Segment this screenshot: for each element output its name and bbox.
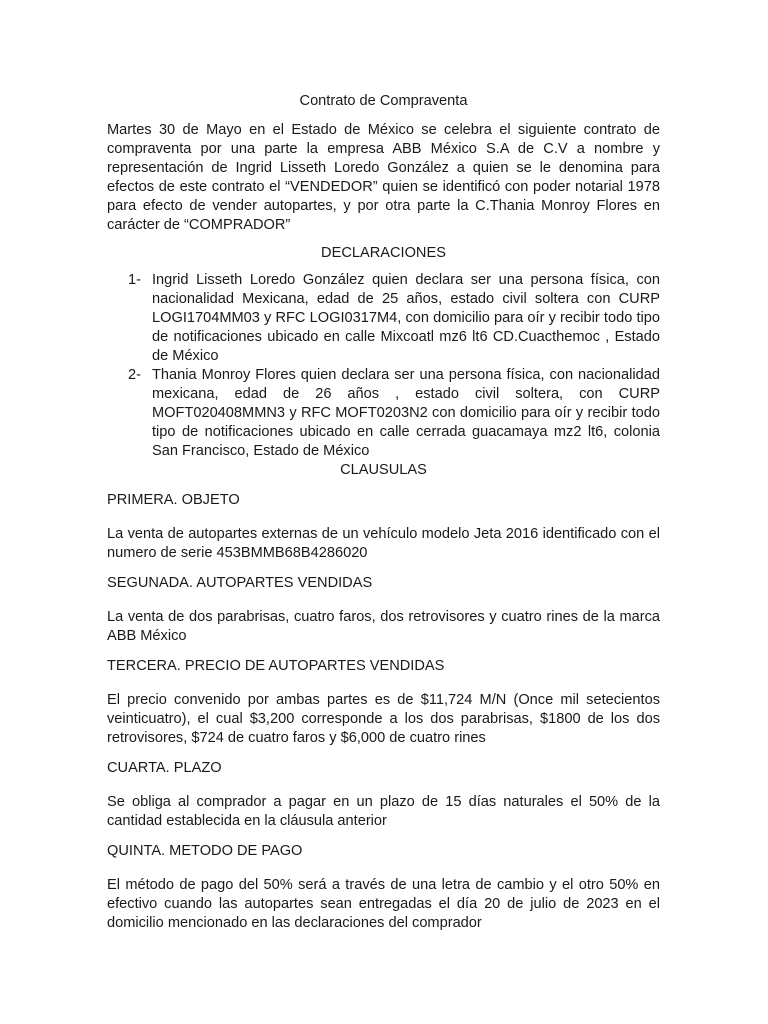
clausula-body: El método de pago del 50% será a través de una letra de cambio y el otro 50% en efectivo cuando las autopartes sean entregadas el día 20 de julio de 2023 en el domicilio mencionado en las declaraciones del comprador [107,877,660,931]
declaracion-number: 2- [128,367,141,383]
declaracion-item [107,366,660,461]
declaracion-item [107,271,660,366]
clausula-heading: PRIMERA. OBJETO [107,492,240,508]
clausula-tercera [107,657,660,748]
contract-body [107,92,660,944]
document-title: Contrato de Compraventa [299,93,468,109]
clausula-body: Se obliga al comprador a pagar en un plazo de 15 días naturales el 50% de la cantidad establecida en la cláusula anterior [107,794,660,829]
clausula-body: La venta de autopartes externas de un vehículo modelo Jeta 2016 identificado con el numero de serie 453BMMB68B4286020 [107,526,660,561]
clausula-heading: SEGUNADA. AUTOPARTES VENDIDAS [107,575,373,591]
declaracion-text: Ingrid Lisseth Loredo González quien declara ser una persona física, con nacionalidad Mexicana, edad de 25 años, estado civil soltera con CURP LOGI1704MM03 y RFC LOGI0317M4, con domicilio para oír y recibir todo tipo de notificaciones ubicado en calle Mixcoatl mz6 lt6 CD.Cuacthemoc , Estado de México [152,272,660,364]
clausula-body: La venta de dos parabrisas, cuatro faros, dos retrovisores y cuatro rines de la marca ABB México [107,609,660,644]
declaraciones-heading: DECLARACIONES [321,245,446,261]
declaraciones-list [107,271,660,461]
intro-paragraph: Martes 30 de Mayo en el Estado de México se celebra el siguiente contrato de compraventa por una parte la empresa ABB México S.A de C.V a nombre y representación de Ingrid Lisseth Loredo González a quien se le denomina para efectos de este contrato el “VENDEDOR” quien se identificó con poder notarial 1978 para efecto de vender autopartes, y por otra parte la C.Thania Monroy Flores en carácter de “COMPRADOR” [107,122,660,233]
clausula-segunda [107,574,660,646]
clausula-heading: QUINTA. METODO DE PAGO [107,843,303,859]
clausula-cuarta [107,759,660,831]
clausulas-heading: CLAUSULAS [340,462,427,478]
declaracion-text: Thania Monroy Flores quien declara ser una persona física, con nacionalidad mexicana, edad de 26 años , estado civil soltera, con CURP MOFT020408MMN3 y RFC MOFT0203N2 con domicilio para oír y recibir todo tipo de notificaciones ubicado en calle cerrada guacamaya mz2 lt6, colonia San Francisco, Estado de México [152,367,660,459]
clausula-primera [107,491,660,563]
declaracion-number: 1- [128,272,141,288]
clausula-body: El precio convenido por ambas partes es de $11,724 M/N (Once mil setecientos veinticuatro), el cual $3,200 corresponde a los dos parabrisas, $1800 de los dos retrovisores, $724 de cuatro faros y $6,000 de cuatro rines [107,692,660,746]
clausula-heading: TERCERA. PRECIO DE AUTOPARTES VENDIDAS [107,658,445,674]
clausula-quinta [107,842,660,933]
clausula-heading: CUARTA. PLAZO [107,760,222,776]
